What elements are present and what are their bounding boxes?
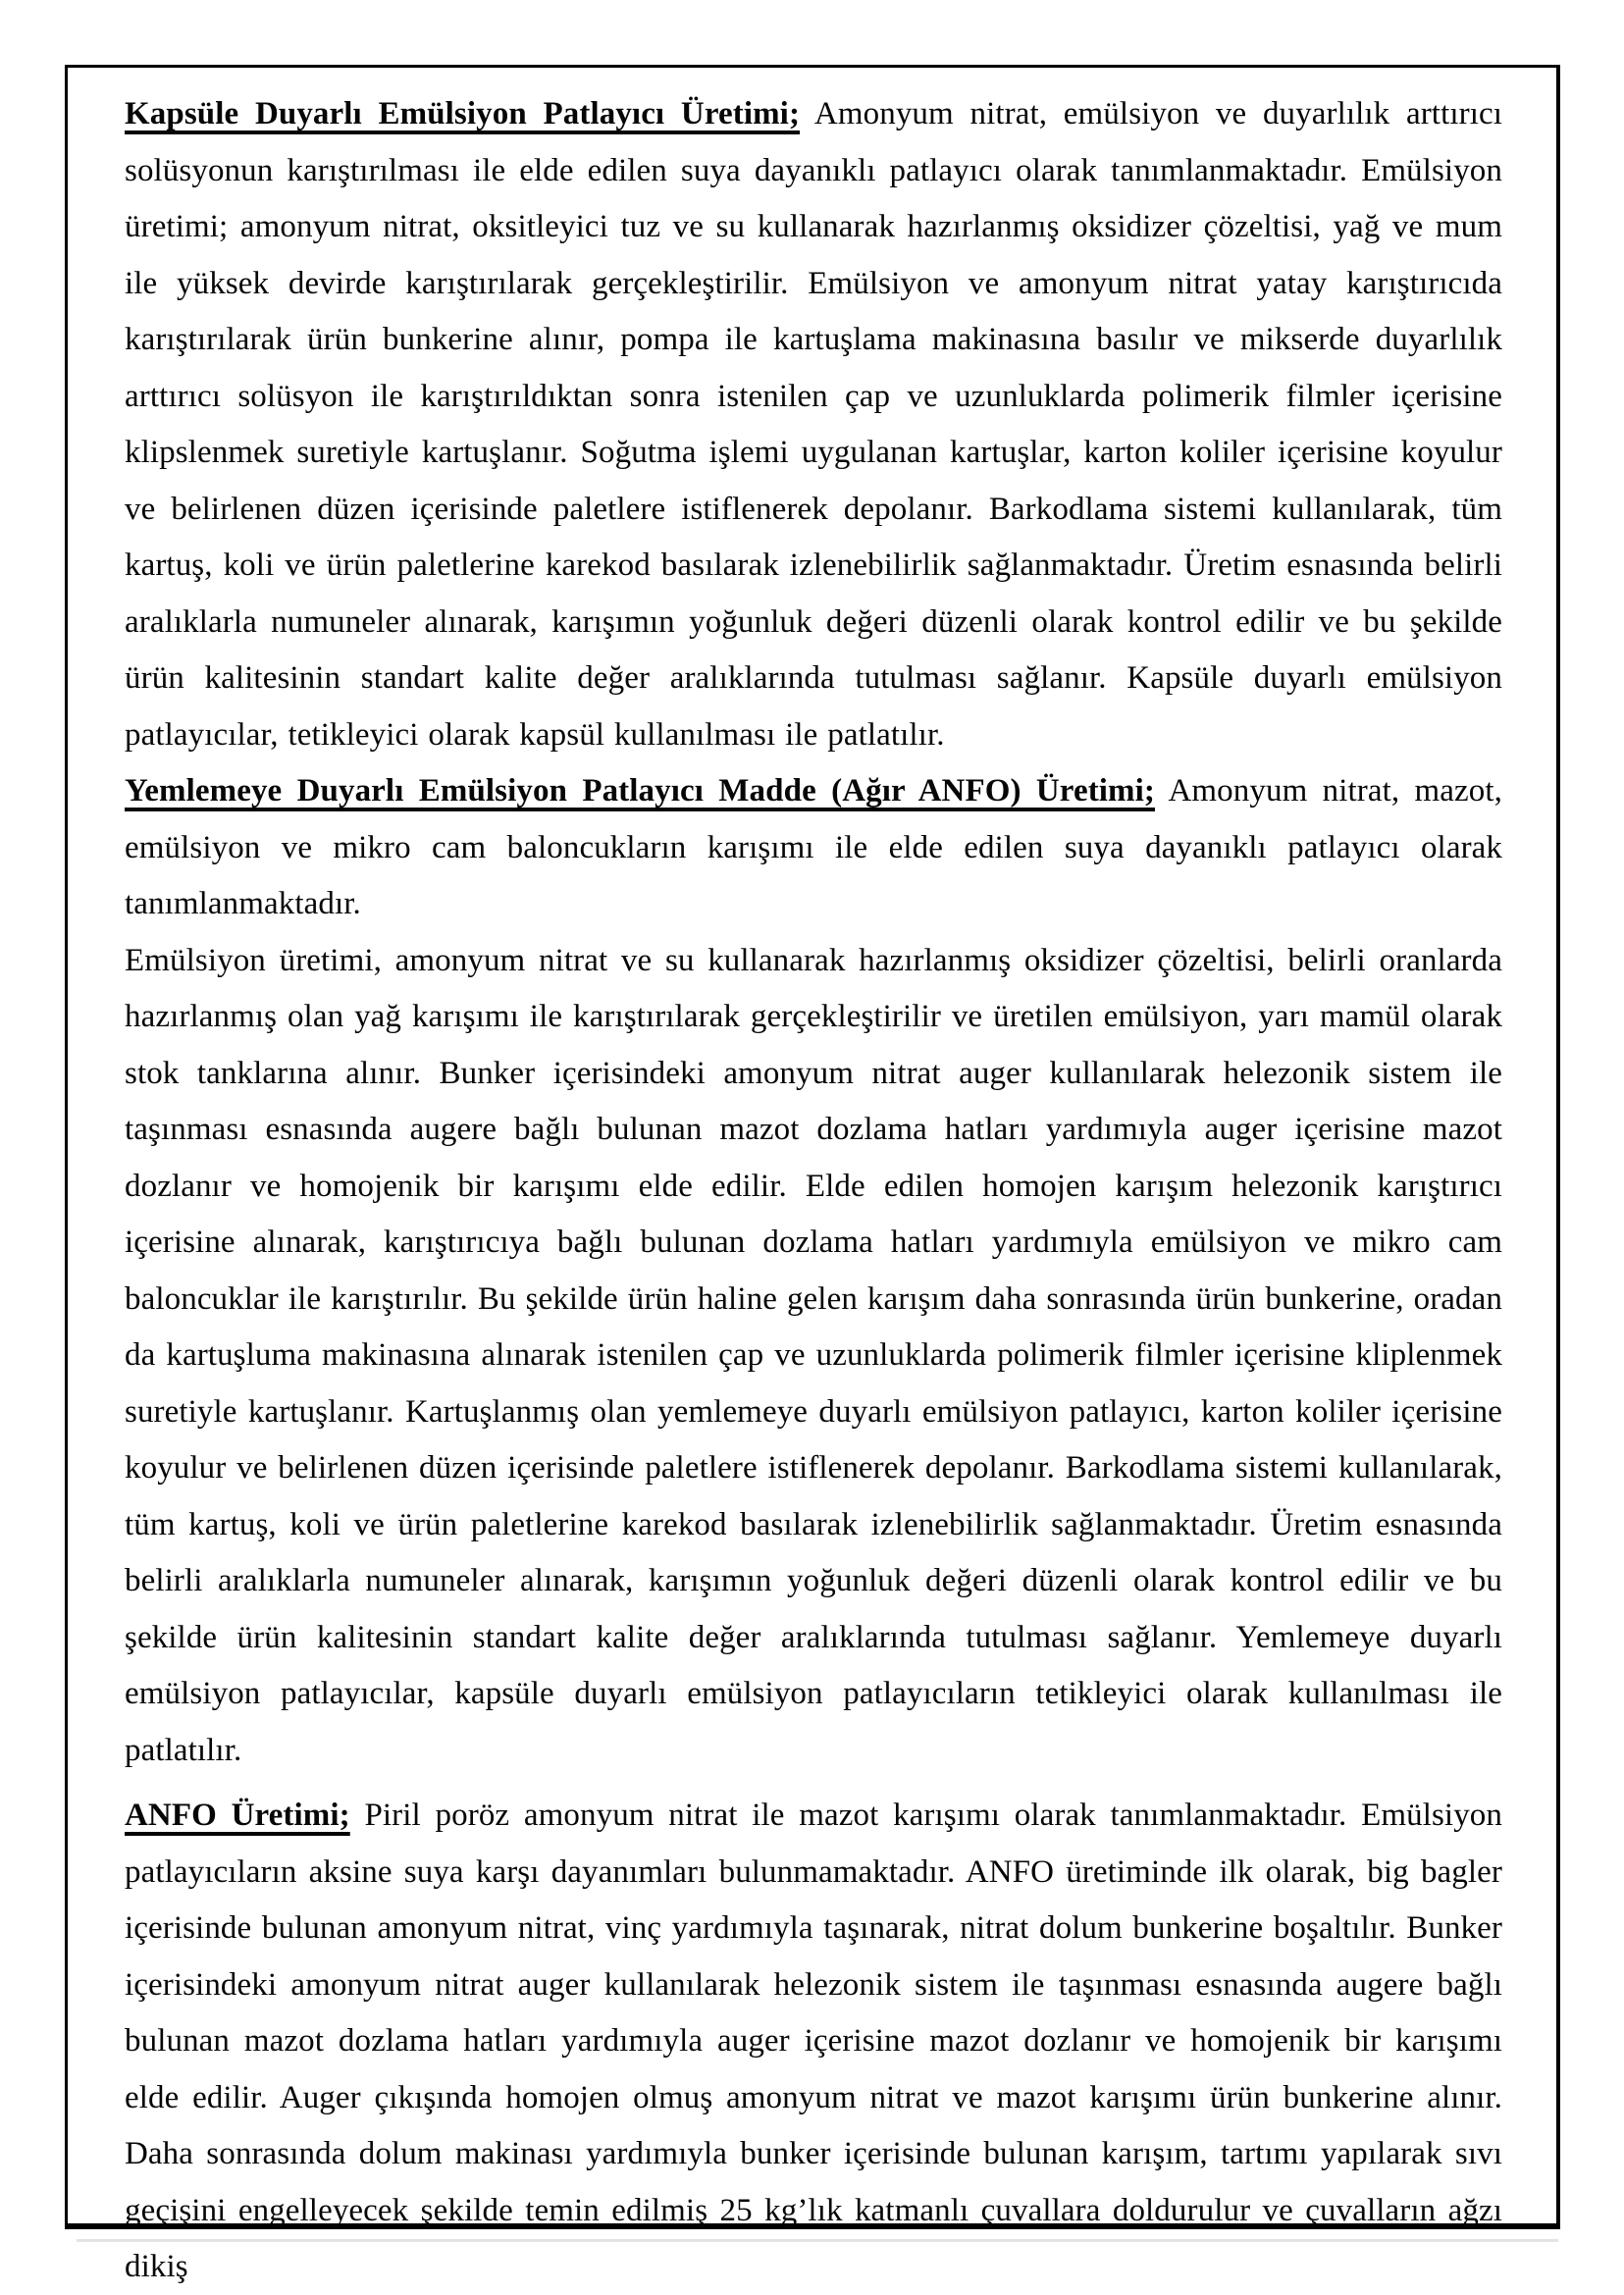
- paragraph-body: Piril poröz amonyum nitrat ile mazot karışımı olarak tanımlanmaktadır. Emülsiyon patlayıcıların aksine suya karşı dayanımları bulunmamaktadır. ANFO üretiminde ilk olarak, big bagler içerisinde bulunan amonyum nitrat, vinç yardımıyla taşınarak, nitrat dolum bunkerine boşaltılır. Bunker içerisindeki amonyum nitrat auger kullanılarak helezonik sistem ile taşınması esnasında augere bağlı bulunan mazot dozlama hatları yardımıyla auger içerisine mazot dozlanır ve homojenik bir karışımı elde edilir. Auger çıkışında homojen olmuş amonyum nitrat ve mazot karışımı ürün bunkerine alınır. Daha sonrasında dolum makinası yardımıyla bunker içerisinde bulunan karışım, tartımı yapılarak sıvı geçişini engelleyecek şekilde temin edilmiş 25 kg’lık katmanlı çuvallara doldurulur ve çuvalların ağzı dikiş: [125, 1798, 1503, 2284]
- paragraph-yemlemeye-duyarli: [125, 763, 1502, 933]
- paragraph-anfo: [125, 1788, 1502, 2295]
- heading-kapsule-duyarli: Kapsüle Duyarlı Emülsiyon Patlayıcı Üretimi;: [125, 96, 801, 131]
- heading-yemlemeye-duyarli: Yemlemeye Duyarlı Emülsiyon Patlayıcı Madde (Ağır ANFO) Üretimi;: [125, 773, 1156, 808]
- page-frame: [65, 65, 1560, 2284]
- heading-anfo: ANFO Üretimi;: [125, 1798, 350, 1833]
- paragraph-kapsule-duyarli: [125, 86, 1502, 763]
- paragraph-emulsiyon-uretimi: [125, 933, 1502, 1780]
- paragraph-body: Emülsiyon üretimi, amonyum nitrat ve su kullanarak hazırlanmış oksidizer çözeltisi, belirli oranlarda hazırlanmış olan yağ karışımı ile karıştırılarak gerçekleştirilir ve üretilen emülsiyon, yarı mamül olarak stok tanklarına alınır. Bunker içerisindeki amonyum nitrat auger kullanılarak helezonik sistem ile taşınması esnasında augere bağlı bulunan mazot dozlama hatları yardımıyla auger içerisine mazot dozlanır ve homojenik bir karışımı elde edilir. Elde edilen homojen karışım helezonik karıştırıcı içerisine alınarak, karıştırıcıya bağlı bulunan dozlama hatları yardımıyla emülsiyon ve mikro cam baloncuklar ile karıştırılır. Bu şekilde ürün haline gelen karışım daha sonrasında ürün bunkerine, oradan da kartuşluma makinasına alınarak istenilen çap ve uzunluklarda polimerik filmler içerisine kliplenmek suretiyle kartuşlanır. Kartuşlanmış olan yemlemeye duyarlı emülsiyon patlayıcı, karton koliler içerisine koyulur ve belirlenen düzen içerisinde paletlere istiflenerek depolanır. Barkodlama sistemi kullanılarak, tüm kartuş, koli ve ürün paletlerine karekod basılarak izlenebilirlik sağlanmaktadır. Üretim esnasında belirli aralıklarla numuneler alınarak, karışımın yoğunluk değeri düzenli olarak kontrol edilir ve bu şekilde ürün kalitesinin standart kalite değer aralıklarında tutulması sağlanır. Yemlemeye duyarlı emülsiyon patlayıcılar, kapsüle duyarlı emülsiyon patlayıcıların tetikleyici olarak kullanılması ile patlatılır.: [125, 942, 1502, 1768]
- paragraph-body: Amonyum nitrat, emülsiyon ve duyarlılık arttırıcı solüsyonun karıştırılması ile elde edilen suya dayanıklı patlayıcı olarak tanımlanmaktadır. Emülsiyon üretimi; amonyum nitrat, oksitleyici tuz ve su kullanarak hazırlanmış oksidizer çözeltisi, yağ ve mum ile yüksek devirde karıştırılarak gerçekleştirilir. Emülsiyon ve amonyum nitrat yatay karıştırıcıda karıştırılarak ürün bunkerine alınır, pompa ile kartuşlama makinasına basılır ve mikserde duyarlılık arttırıcı solüsyon ile karıştırıldıktan sonra istenilen çap ve uzunluklarda polimerik filmler içerisine klipslenmek suretiyle kartuşlanır. Soğutma işlemi uygulanan kartuşlar, karton koliler içerisine koyulur ve belirlenen düzen içerisinde paletlere istiflenerek depolanır. Barkodlama sistemi kullanılarak, tüm kartuş, koli ve ürün paletlerine karekod basılarak izlenebilirlik sağlanmaktadır. Üretim esnasında belirli aralıklarla numuneler alınarak, karışımın yoğunluk değeri düzenli olarak kontrol edilir ve bu şekilde ürün kalitesinin standart kalite değer aralıklarında tutulması sağlanır. Kapsüle duyarlı emülsiyon patlayıcılar, tetikleyici olarak kapsül kullanılması ile patlatılır.: [125, 96, 1502, 753]
- paragraph-body: Amonyum nitrat, mazot, emülsiyon ve mikro cam baloncukların karışımı ile elde edilen suya dayanıklı patlayıcı olarak tanımlanmaktadır.: [125, 773, 1502, 921]
- text-area: [68, 68, 1556, 2295]
- scan-shadow-line: [77, 2239, 1558, 2242]
